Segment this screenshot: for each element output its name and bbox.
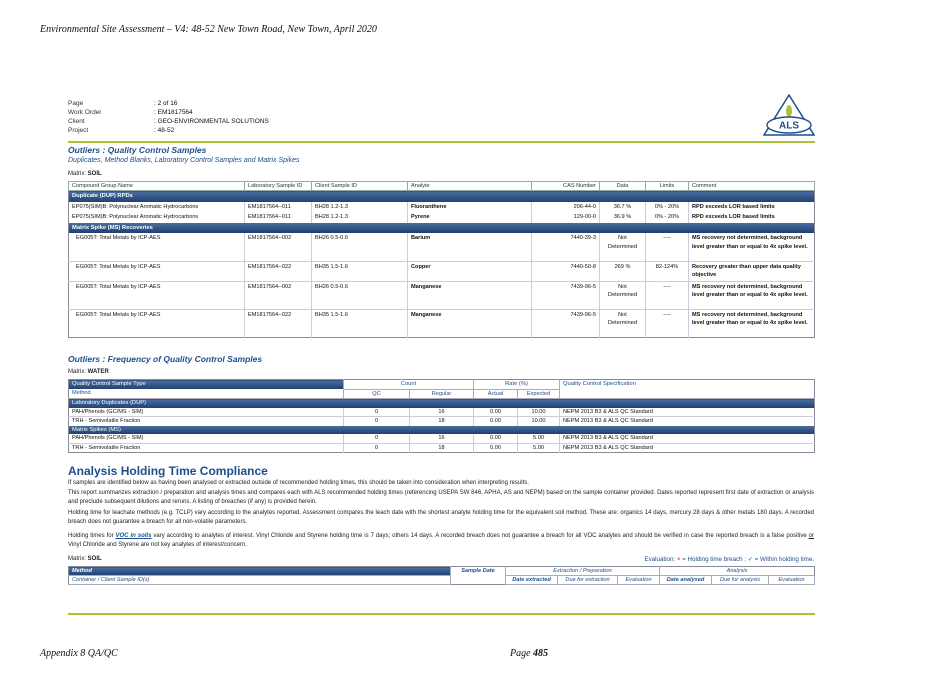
outliers-qc-title: Outliers : Quality Control Samples bbox=[68, 145, 207, 155]
holding-matrix: Matrix: SOIL bbox=[68, 556, 102, 562]
col-cas-number: CAS Number bbox=[532, 182, 600, 191]
holding-para-1: If samples are identified below as having been analysed or extracted outside of recommended holding times, this should be taken into consideration when interpreting results. bbox=[68, 480, 529, 486]
col-data: Data bbox=[600, 182, 646, 191]
holding-para-4: Holding times for VOC in soils vary according to analytes of interest. Vinyl Chloride and Styrene holding time is 7 days; others 14 days. A recorded breach does not guarantee a breach for all VOC analytes and should be verified in case the reported breach is a false positive or Vinyl Chloride and Styrene are not key analytes of interest/concern. bbox=[68, 533, 815, 548]
holding-time-title: Analysis Holding Time Compliance bbox=[68, 464, 268, 478]
footer-page-number bbox=[510, 648, 548, 659]
footer-appendix: Appendix 8 QA/QC bbox=[40, 648, 118, 659]
within-check-icon: ✓ bbox=[747, 556, 753, 563]
col-comment: Comment bbox=[689, 182, 815, 191]
col-lab-sample-id: Laboratory Sample ID bbox=[245, 182, 312, 191]
holding-time-table bbox=[68, 566, 815, 585]
outliers-qc-matrix: Matrix: SOIL bbox=[68, 171, 102, 177]
group-band-lab-dup: Laboratory Duplicates (DUP) bbox=[69, 399, 815, 408]
document-header: Environmental Site Assessment – V4: 48-52 New Town Road, New Town, April 2020 bbox=[40, 24, 377, 35]
col-analyte: Analyte bbox=[408, 182, 532, 191]
report-meta bbox=[68, 99, 269, 135]
freq-header-row-2: Method QC Regular Actual Expected bbox=[69, 389, 815, 399]
logo-text: ALS bbox=[779, 120, 799, 132]
table-row: EG005T: Total Metals by ICP-AES EM1817564--022 BH35 1.5-1.6 Copper 7440-50-8 269 % 82-124% Recovery greater than upper data quality objective bbox=[69, 261, 815, 281]
footer-page-label: Page bbox=[510, 648, 531, 659]
outliers-freq-table bbox=[68, 379, 815, 453]
table-row: EP075(SIM)B: Polynuclear Aromatic Hydrocarbons EM1817564--011 BH28 1.2-1.3 Pyrene 129-00-0 36.9 % 0% - 20% RPD exceeds LOR based limits bbox=[69, 212, 815, 223]
holding-header-row-2: Container / Client Sample ID(s) Date extracted Due for extraction Evaluation Date analysed Due for analysis Evaluation bbox=[69, 576, 815, 585]
col-client-sample-id: Client Sample ID bbox=[312, 182, 408, 191]
als-logo bbox=[763, 94, 815, 136]
col-compound-group: Compound Group Name bbox=[69, 182, 245, 191]
meta-project: Project : 48-52 bbox=[68, 127, 175, 134]
holding-para-3: Holding time for leachate methods (e.g. TCLP) vary according to the analytes reported. Assessment compares the leach date with the shortest analyte holding time for the equivalent soil method. These are: organics 14 days, mercury 28 days & other metals 180 days. A recorded breach does not guarantee a breach for all non-volatile parameters. bbox=[68, 510, 814, 525]
table-row: PAH/Phenols (GC/MS - SIM) 0 16 0.00 10.00 NEPM 2013 B3 & ALS QC Standard bbox=[69, 408, 815, 417]
table-row: TRH - Semivolatile Fraction 0 18 0.00 10.00 NEPM 2013 B3 & ALS QC Standard bbox=[69, 417, 815, 426]
breach-x-icon: × bbox=[676, 556, 681, 563]
group-band-ms: Matrix Spike (MS) Recoveries bbox=[69, 223, 815, 234]
table-row: PAH/Phenols (GC/MS - SIM) 0 16 0.00 5.00 NEPM 2013 B3 & ALS QC Standard bbox=[69, 434, 815, 443]
holding-header-row-1: Method Sample Date Extraction / Preparation Analysis bbox=[69, 567, 815, 576]
evaluation-legend: Evaluation: × = Holding time breach ; ✓ = Within holding time. bbox=[644, 556, 814, 563]
meta-page: Page : 2 of 16 bbox=[68, 100, 178, 107]
meta-client: Client : GEO-ENVIRONMENTAL SOLUTIONS bbox=[68, 118, 269, 125]
outliers-qc-table bbox=[68, 181, 815, 338]
col-limits: Limits bbox=[646, 182, 689, 191]
outliers-qc-header-row bbox=[69, 182, 815, 191]
outliers-freq-title: Outliers : Frequency of Quality Control Samples bbox=[68, 354, 263, 364]
table-row: EG005T: Total Metals by ICP-AES EM1817564--002 BH26 0.5-0.6 Barium 7440-39-3 Not Determined ---- MS recovery not determined, background level greater than or equal to 4x spike level. bbox=[69, 233, 815, 261]
outliers-qc-subtitle: Duplicates, Method Blanks, Laboratory Control Samples and Matrix Spikes bbox=[68, 157, 300, 164]
outliers-freq-matrix: Matrix: WATER bbox=[68, 369, 109, 375]
voc-in-soils-link[interactable]: VOC in soils bbox=[115, 533, 152, 539]
bottom-rule bbox=[68, 613, 815, 615]
meta-work-order: Work Order : EM1817564 bbox=[68, 109, 193, 116]
top-rule bbox=[68, 141, 815, 143]
table-row: EP075(SIM)B: Polynuclear Aromatic Hydrocarbons EM1817564--011 BH28 1.2-1.3 Fluoranthene 206-44-0 36.7 % 0% - 20% RPD exceeds LOR based limits bbox=[69, 202, 815, 213]
holding-para-2: This report summarizes extraction / preparation and analysis times and compares each with ALS recommended holding times (referencing USEPA SW 846, APHA, AS and NEPM) based on the sample container provided. Dates reported represent first date of extraction or analysis and preclude subsequent dilutions and reruns. A listing of breaches (if any) is provided herein. bbox=[68, 490, 814, 505]
footer-page-value: 485 bbox=[533, 648, 549, 659]
table-row: TRH - Semivolatile Fraction 0 18 0.00 5.00 NEPM 2013 B3 & ALS QC Standard bbox=[69, 443, 815, 453]
group-band-matrix-spikes: Matrix Spikes (MS) bbox=[69, 426, 815, 435]
freq-header-row-1: Quality Control Sample Type Count Rate (%) Quality Control Specification bbox=[69, 380, 815, 390]
table-row: EG005T: Total Metals by ICP-AES EM1817564--022 BH35 1.5-1.6 Manganese 7439-96-5 Not Determined ---- MS recovery not determined, background level greater than or equal to 4x spike level. bbox=[69, 309, 815, 337]
table-row: EG005T: Total Metals by ICP-AES EM1817564--002 BH26 0.5-0.6 Manganese 7439-96-5 Not Determined ---- MS recovery not determined, background level greater than or equal to 4x spike level. bbox=[69, 281, 815, 309]
group-band-dup: Duplicate (DUP) RPDs bbox=[69, 191, 815, 202]
